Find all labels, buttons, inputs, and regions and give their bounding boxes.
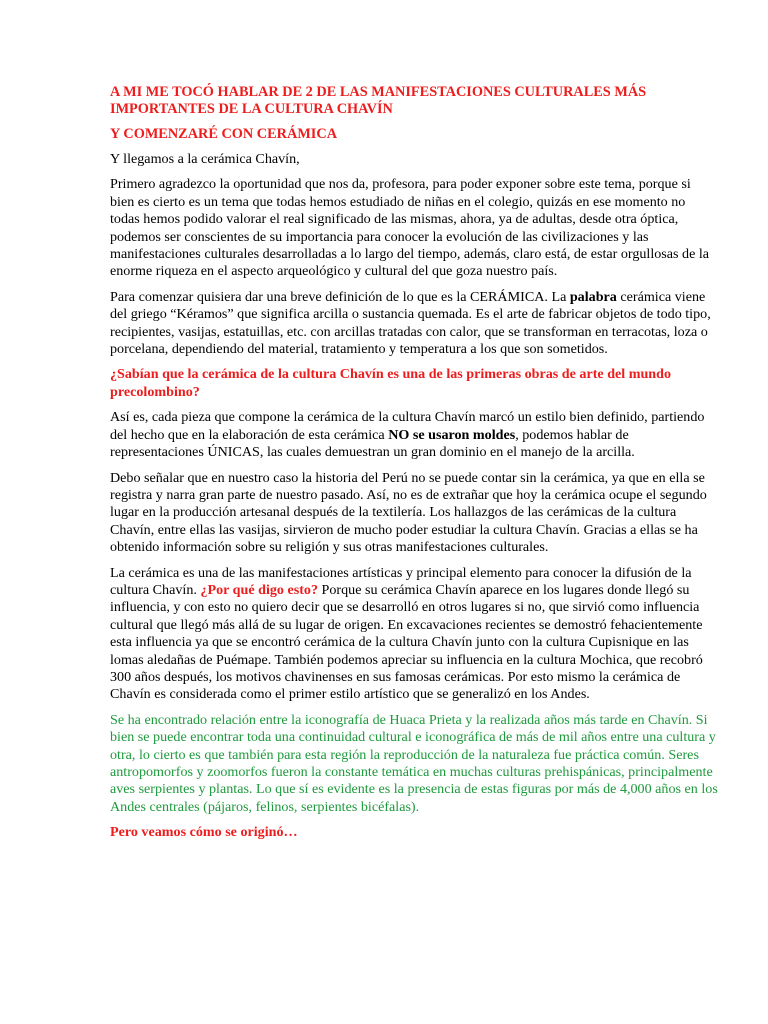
document-title: A MI ME TOCÓ HABLAR DE 2 DE LAS MANIFESTACIONES CULTURALES MÁS IMPORTANTES DE LA CULTURA CHAVÍN	[110, 84, 647, 117]
paragraph-definition-text-b: cerámica viene del griego “Kéramos” que significa arcilla o sustancia quemada. Es el arte de fabricar objetos de todo tipo, recipientes, vasijas, estatuillas, etc. con arcillas tratadas con calor, que se transforman en terracotas, loza o porcelana, dependiendo del material, tratamiento y temperatura a los que son sometidos.	[110, 288, 711, 358]
paragraph-unique-pieces	[110, 409, 718, 461]
paragraph-definition-bold: palabra	[569, 288, 617, 305]
paragraph-unique-bold: NO se usaron moldes	[388, 426, 516, 443]
paragraph-unique-text-a: Así es, cada pieza que compone la cerámica de la cultura Chavín marcó un estilo bien definido, partiendo del hecho que en la elaboración de esta cerámica	[110, 409, 705, 443]
paragraph-definition	[110, 289, 718, 359]
paragraph-unique-text-b: , podemos hablar de representaciones ÚNICAS, las cuales demuestran un gran dominio en el manejo de la arcilla.	[110, 426, 635, 461]
closing-line: Pero veamos cómo se originó…	[110, 824, 298, 841]
paragraph-influence-text-a: La cerámica es una de las manifestaciones artísticas y principal elemento para conocer la difusión de la cultura Chavín.	[110, 564, 692, 598]
paragraph-gratitude: Primero agradezco la oportunidad que nos da, profesora, para poder exponer sobre este tema, porque si bien es cierto es un tema que todas hemos estudiado de niñas en el colegio, quizás en ese momento no todas hemos podido valorar el real significado de las mismas, ahora, ya de adultas, desde otra óptica, podemos ser conscientes de su importancia para conocer la evolución de las civilizaciones y las manifestaciones culturales desarrolladas a lo largo del tiempo, además, claro está, de estar orgullosas de la enorme riqueza en el aspecto arqueológico y cultural del que goza nuestro país.	[110, 176, 710, 280]
paragraph-influence	[110, 565, 718, 704]
document-subtitle: Y COMENZARÉ CON CERÁMICA	[110, 126, 338, 142]
paragraph-iconography: Se ha encontrado relación entre la iconografía de Huaca Prieta y la realizada años más tarde en Chavín. Si bien se puede encontrar toda una continuidad cultural e iconográfica de más de mil años entre una cultura y otra, lo cierto es que también para esta región la reproducción de la naturaleza fue práctica común. Seres antropomorfos y zoomorfos fueron la constante temática en muchas culturas prehispánicas, principalmente aves serpientes y plantas. Lo que sí es evidente es la presencia de estas figuras por más de 4,000 años en los Andes centrales (pájaros, felinos, serpientes bicéfalas).	[110, 711, 718, 815]
paragraph-influence-question: ¿Por qué digo esto?	[200, 581, 319, 598]
intro-paragraph: Y llegamos a la cerámica Chavín,	[110, 151, 300, 167]
paragraph-definition-text-a: Para comenzar quisiera dar una breve definición de lo que es la CERÁMICA. La	[110, 288, 570, 305]
paragraph-history: Debo señalar que en nuestro caso la historia del Perú no se puede contar sin la cerámica, ya que en ella se registra y narra gran parte de nuestro pasado. Así, no es de extrañar que hoy la cerámica ocupe el segundo lugar en la producción artesanal después de la textilería. Los hallazgos de las cerámicas de la cultura Chavín, entre ellas las vasijas, sirvieron de mucho poder estudiar la cultura Chavín. Gracias a ellas se ha obtenido información sobre su religión y sus otras manifestaciones culturales.	[110, 469, 707, 556]
paragraph-influence-text-b: Porque su cerámica Chavín aparece en los lugares donde llegó su influencia, y con esto no quiero decir que se desarrolló en otros lugares si no, que sirvió como influencia cultural que llegó más allá de su lugar de origen. En excavaciones recientes se demostró fehacientemente esta influencia ya que se encontró cerámica de la cultura Chavín junto con la cultura Cupisnique en las lomas aledañas de Puémape. También podemos apreciar su influencia en la cultura Mochica, que recobró 300 años después, los motivos chavinenses en sus famosas cerámicas. Por esto mismo la cerámica de Chavín es considerada como el primer estilo artístico que se generalizó en los Andes.	[110, 581, 703, 703]
question-heading: ¿Sabían que la cerámica de la cultura Chavín es una de las primeras obras de arte del mundo precolombino?	[110, 366, 672, 400]
